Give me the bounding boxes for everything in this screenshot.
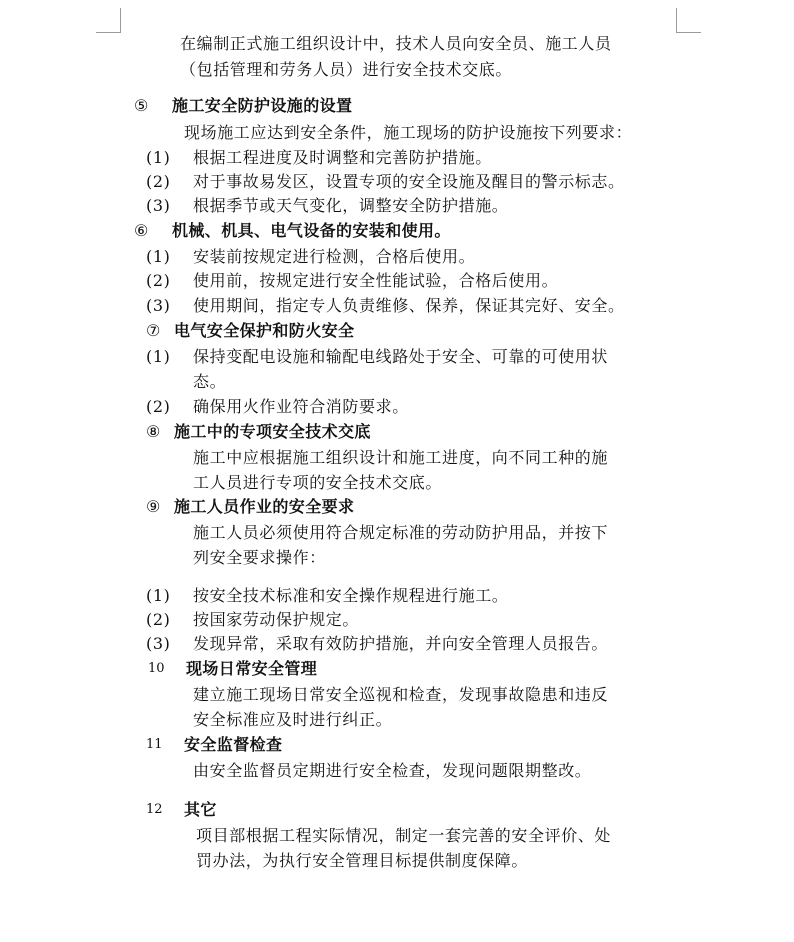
crop-mark-top-right — [676, 8, 701, 33]
list-item-number: (3) — [146, 296, 171, 315]
intro-line-2: （包括管理和劳务人员）进行安全技术交底。 — [180, 60, 513, 79]
section-11-heading: 安全监督检查 — [184, 735, 283, 754]
section-11-body-line-1: 由安全监督员定期进行安全检查，发现问题限期整改。 — [193, 761, 592, 780]
list-item-text: 按国家劳动保护规定。 — [193, 610, 360, 629]
section-7-heading: 电气安全保护和防火安全 — [174, 321, 355, 340]
section-8-heading: 施工中的专项安全技术交底 — [174, 422, 371, 441]
section-8-body-line-2: 工人员进行专项的安全技术交底。 — [193, 473, 443, 492]
section-6-number: ⑥ — [134, 221, 149, 240]
section-9-heading: 施工人员作业的安全要求 — [174, 497, 355, 516]
list-item-text: 安装前按规定进行检测，合格后使用。 — [193, 247, 476, 266]
list-item-number: (2) — [146, 172, 171, 191]
section-12-number: 12 — [146, 802, 163, 817]
section-8-body-line-1: 施工中应根据施工组织设计和施工进度，向不同工种的施 — [193, 448, 609, 467]
list-item-number: (2) — [146, 610, 171, 629]
list-item-number: (3) — [146, 196, 171, 215]
list-item-number: (1) — [146, 247, 171, 266]
list-item-text: 保持变配电设施和输配电线路处于安全、可靠的可使用状 — [193, 347, 609, 366]
section-12-body-line-2: 罚办法，为执行安全管理目标提供制度保障。 — [196, 851, 529, 870]
list-item-number: (1) — [146, 586, 171, 605]
section-9-number: ⑨ — [146, 497, 161, 516]
list-item-text: 按安全技术标准和安全操作规程进行施工。 — [193, 586, 509, 605]
list-item-text: 使用前，按规定进行安全性能试验，合格后使用。 — [193, 271, 559, 290]
section-10-number: 10 — [148, 661, 165, 676]
list-item-text: 根据季节或天气变化，调整安全防护措施。 — [193, 196, 509, 215]
list-item-number: (1) — [146, 148, 171, 167]
section-5-heading: 施工安全防护设施的设置 — [172, 96, 353, 115]
list-item-number: (1) — [146, 347, 171, 366]
section-9-body-line-1: 施工人员必须使用符合规定标准的劳动防护用品，并按下 — [193, 523, 609, 542]
list-item-text: 发现异常，采取有效防护措施，并向安全管理人员报告。 — [193, 634, 609, 653]
list-item-text: 对于事故易发区，设置专项的安全设施及醒目的警示标志。 — [193, 172, 625, 191]
section-10-body-line-1: 建立施工现场日常安全巡视和检查，发现事故隐患和违反 — [193, 685, 609, 704]
list-item-number: (3) — [146, 634, 171, 653]
crop-mark-top-left — [96, 8, 121, 33]
section-10-body-line-2: 安全标准应及时进行纠正。 — [193, 710, 393, 729]
list-item-text: 根据工程进度及时调整和完善防护措施。 — [193, 148, 492, 167]
list-item-number: (2) — [146, 397, 171, 416]
section-9-body-line-2: 列安全要求操作： — [193, 548, 326, 567]
section-12-body-line-1: 项目部根据工程实际情况，制定一套完善的安全评价、处 — [196, 826, 612, 845]
section-5-number: ⑤ — [134, 96, 149, 115]
section-10-heading: 现场日常安全管理 — [186, 659, 318, 678]
section-6-heading: 机械、机具、电气设备的安装和使用。 — [172, 221, 451, 240]
list-item-text: 确保用火作业符合消防要求。 — [193, 397, 409, 416]
list-item-number: (2) — [146, 271, 171, 290]
section-8-number: ⑧ — [146, 422, 161, 441]
intro-line-1: 在编制正式施工组织设计中，技术人员向安全员、施工人员 — [180, 34, 612, 53]
section-12-heading: 其它 — [184, 800, 217, 819]
section-7-number: ⑦ — [146, 321, 161, 340]
list-item-text: 使用期间，指定专人负责维修、保养，保证其完好、安全。 — [193, 296, 625, 315]
section-11-number: 11 — [146, 737, 163, 752]
section-5-intro: 现场施工应达到安全条件，施工现场的防护设施按下列要求： — [184, 123, 633, 142]
list-item-continuation: 态。 — [193, 372, 227, 391]
